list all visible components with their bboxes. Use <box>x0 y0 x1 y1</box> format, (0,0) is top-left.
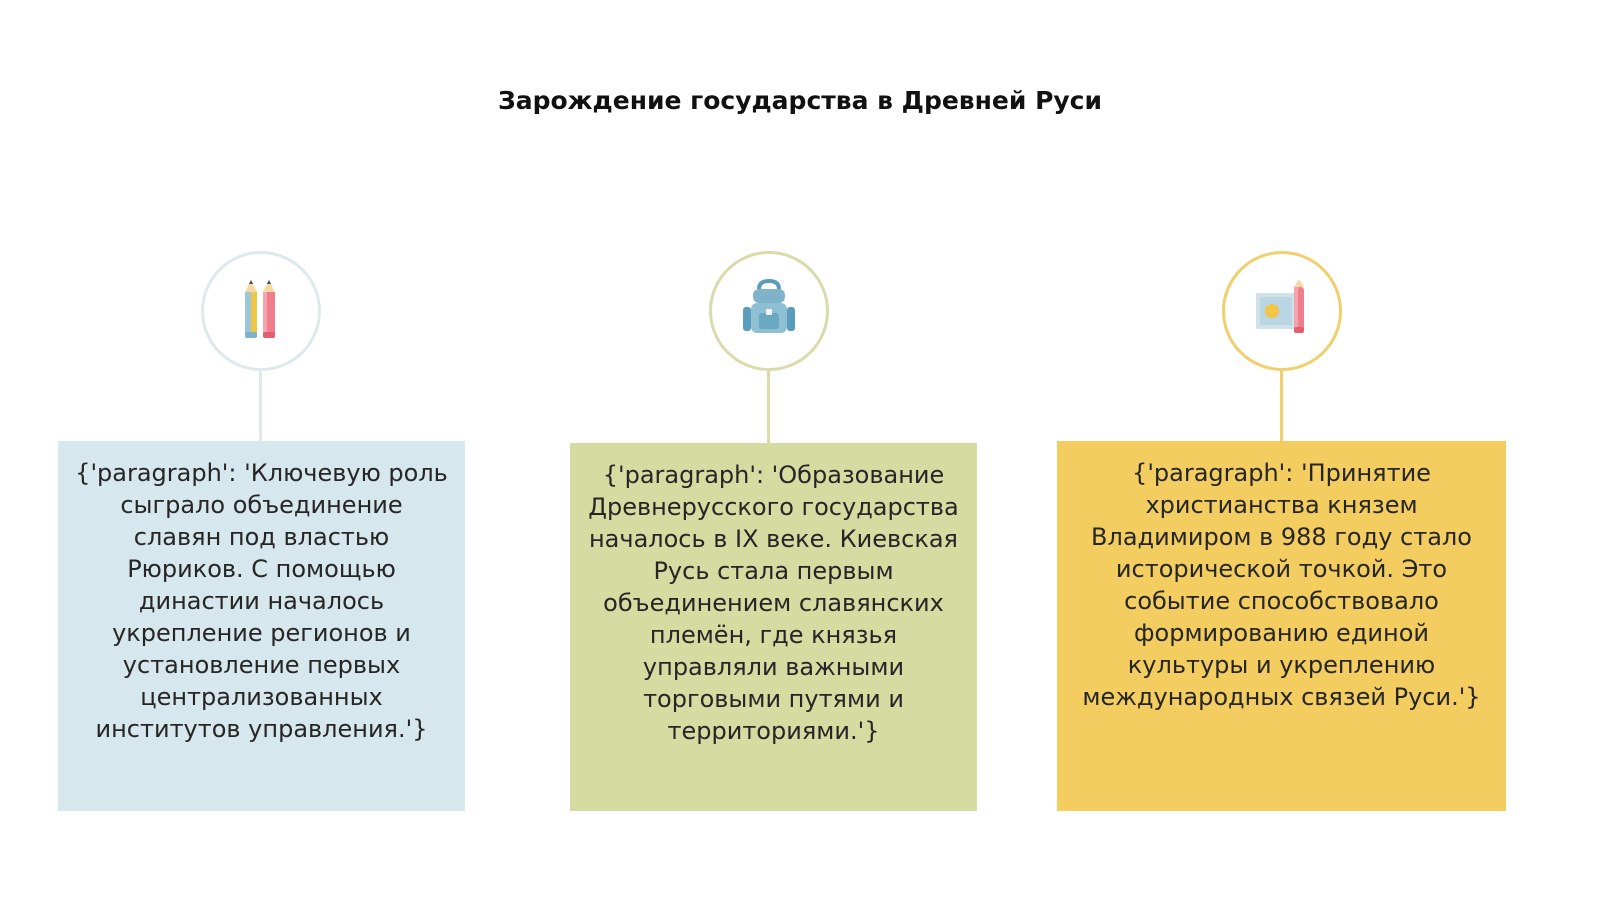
step-text-3: {'paragraph': 'Принятие христианства князем Владимиром в 988 году стало исторической точкой. Это событие способствовало формированию единой культуры и укреплению международных связей Руси.'} <box>1082 459 1481 711</box>
step-card-2 <box>570 443 977 811</box>
backpack-icon <box>737 277 801 345</box>
connector-line-2 <box>767 371 770 443</box>
connector-line-3 <box>1280 371 1283 441</box>
step-card-3 <box>1057 441 1506 811</box>
pencils-icon <box>231 276 291 346</box>
drawing-board-icon <box>1250 277 1314 345</box>
diagram-title: Зарождение государства в Древней Руси <box>497 86 1103 115</box>
step-card-1 <box>58 441 465 811</box>
step-text-2: {'paragraph': 'Образование Древнерусского государства началось в IX веке. Киевская Русь стала первым объединением славянских племён, где князья управляли важными торговыми путями и территориями.'} <box>588 461 959 745</box>
step-text-1: {'paragraph': 'Ключевую роль сыграло объединение славян под властью Рюриков. С помощью династии началось укрепление регионов и установление первых централизованных институтов управления.'} <box>75 459 448 743</box>
icon-circle-2 <box>709 251 829 371</box>
connector-line-1 <box>259 371 262 441</box>
icon-circle-3 <box>1222 251 1342 371</box>
icon-circle-1 <box>201 251 321 371</box>
